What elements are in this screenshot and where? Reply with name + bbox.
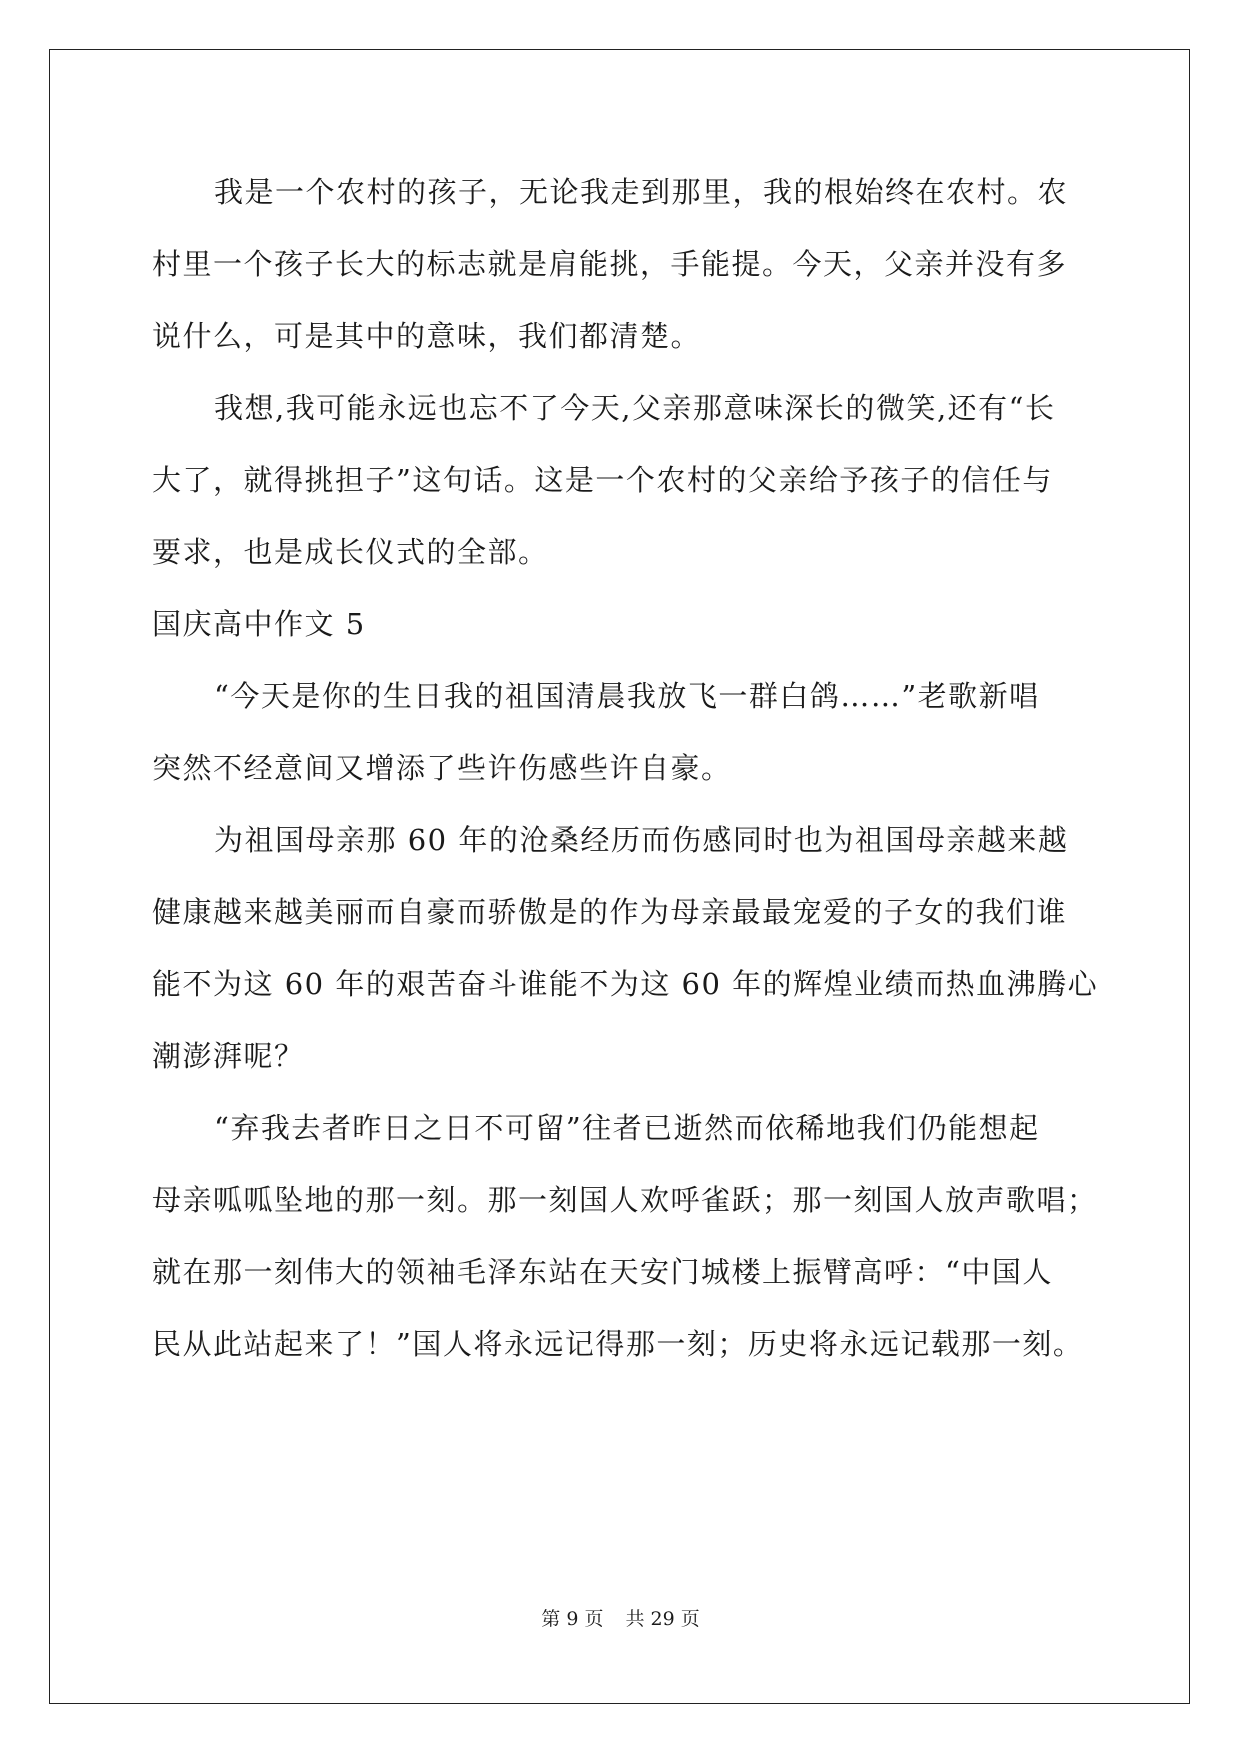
paragraph-line: 潮澎湃呢？ bbox=[152, 1039, 305, 1073]
paragraph-line: 突然不经意间又增添了些许伤感些许自豪。 bbox=[152, 751, 732, 785]
paragraph-line: 我是一个农村的孩子，无论我走到那里，我的根始终在农村。农 bbox=[214, 175, 1069, 209]
paragraph-line: 能不为这 60 年的艰苦奋斗谁能不为这 60 年的辉煌业绩而热血沸腾心 bbox=[152, 967, 1099, 1001]
paragraph-line: 说什么，可是其中的意味，我们都清楚。 bbox=[152, 319, 702, 353]
paragraph-line: “今天是你的生日我的祖国清晨我放飞一群白鸽……”老歌新唱 bbox=[214, 679, 1040, 713]
paragraph-line: 我想,我可能永远也忘不了今天,父亲那意味深长的微笑,还有“长 bbox=[214, 391, 1056, 425]
page-total: 共 29 页 bbox=[625, 1608, 700, 1630]
paragraph-line: 就在那一刻伟大的领袖毛泽东站在天安门城楼上振臂高呼：“中国人 bbox=[152, 1255, 1053, 1289]
paragraph-line: 为祖国母亲那 60 年的沧桑经历而伤感同时也为祖国母亲越来越 bbox=[214, 823, 1069, 857]
page-number: 第 9 页 bbox=[541, 1608, 604, 1630]
paragraph-line: 母亲呱呱坠地的那一刻。那一刻国人欢呼雀跃；那一刻国人放声歌唱； bbox=[152, 1183, 1098, 1217]
section-heading: 国庆高中作文 5 bbox=[152, 607, 366, 641]
paragraph-line: 民从此站起来了！”国人将永远记得那一刻；历史将永远记载那一刻。 bbox=[152, 1327, 1084, 1361]
paragraph-line: 健康越来越美丽而自豪而骄傲是的作为母亲最最宠爱的子女的我们谁 bbox=[152, 895, 1068, 929]
paragraph-line: 大了，就得挑担子”这句话。这是一个农村的父亲给予孩子的信任与 bbox=[152, 463, 1053, 497]
paragraph-line: 村里一个孩子长大的标志就是肩能挑，手能提。今天，父亲并没有多 bbox=[152, 247, 1068, 281]
paragraph-line: “弃我去者昨日之日不可留”往者已逝然而依稀地我们仍能想起 bbox=[214, 1111, 1040, 1145]
page-footer bbox=[0, 1604, 1241, 1631]
paragraph-line: 要求，也是成长仪式的全部。 bbox=[152, 535, 549, 569]
page-border bbox=[49, 49, 1190, 1704]
